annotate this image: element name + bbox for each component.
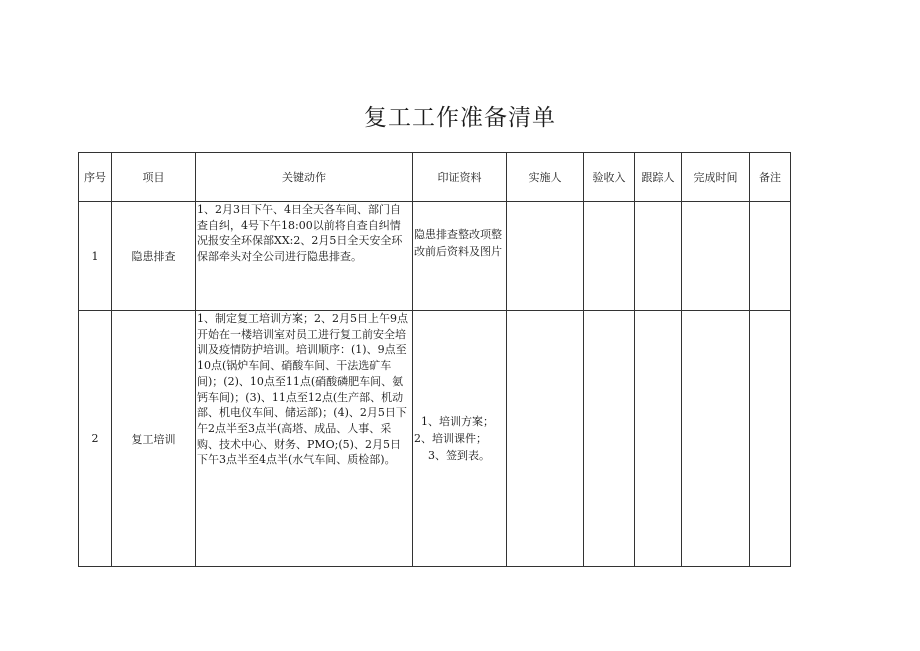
cell-completion-time: [682, 202, 750, 311]
table-row: [79, 311, 791, 567]
header-completion-time: 完成时间: [682, 153, 750, 202]
cell-implementer: [507, 311, 584, 567]
cell-tracker: [635, 311, 682, 567]
cell-item: 隐患排查: [112, 202, 196, 311]
cell-implementer: [507, 202, 584, 311]
evidence-line: 3、签到表。: [414, 449, 490, 462]
cell-action: 1、制定复工培训方案；2、2月5日上午9点开始在一楼培训室对员工进行复工前安全培训及疫情防护培训。培训顺序：(1)、9点至10点(锅炉车间、硝酸车间、干法选矿车间)；(2)、10点至11点(硝酸磷肥车间、氨钙车间)；(3)、11点至12点(生产部、机动部、机电仪车间、储运部)；(4)、2月5日下午2点半至3点半(高塔、成品、人事、采购、技术中心、财务、PMO;(5)、2月5日下午3点半至4点半(水气车间、质检部)。: [196, 311, 413, 567]
evidence-line: 2、培训课件；: [414, 432, 487, 445]
header-row: [79, 153, 791, 202]
cell-acceptor: [584, 311, 635, 567]
header-item: 项目: [112, 153, 196, 202]
cell-evidence: 隐患排查整改项整改前后资料及图片: [413, 202, 507, 311]
checklist-table: [78, 152, 791, 567]
header-seq: 序号: [79, 153, 112, 202]
cell-tracker: [635, 202, 682, 311]
cell-seq: 2: [79, 311, 112, 567]
header-tracker: 跟踪人: [635, 153, 682, 202]
cell-acceptor: [584, 202, 635, 311]
table-row: [79, 202, 791, 311]
cell-remarks: [750, 202, 791, 311]
cell-evidence: [413, 311, 507, 567]
page-title: 复工工作准备清单: [364, 105, 556, 131]
header-action: 关键动作: [196, 153, 413, 202]
cell-remarks: [750, 311, 791, 567]
cell-action: 1、2月3日下午、4日全天各车间、部门自查自纠，4号下午18:00以前将自查自纠情况报安全环保部XX:2、2月5日全天安全环保部牵头对全公司进行隐患排查。: [196, 202, 413, 311]
cell-completion-time: [682, 311, 750, 567]
evidence-line: 1、培训方案；: [414, 415, 494, 428]
cell-item: 复工培训: [112, 311, 196, 567]
header-evidence: 印证资料: [413, 153, 507, 202]
header-acceptor: 验收入: [584, 153, 635, 202]
header-remarks: 备注: [750, 153, 791, 202]
header-implementer: 实施人: [507, 153, 584, 202]
cell-seq: 1: [79, 202, 112, 311]
